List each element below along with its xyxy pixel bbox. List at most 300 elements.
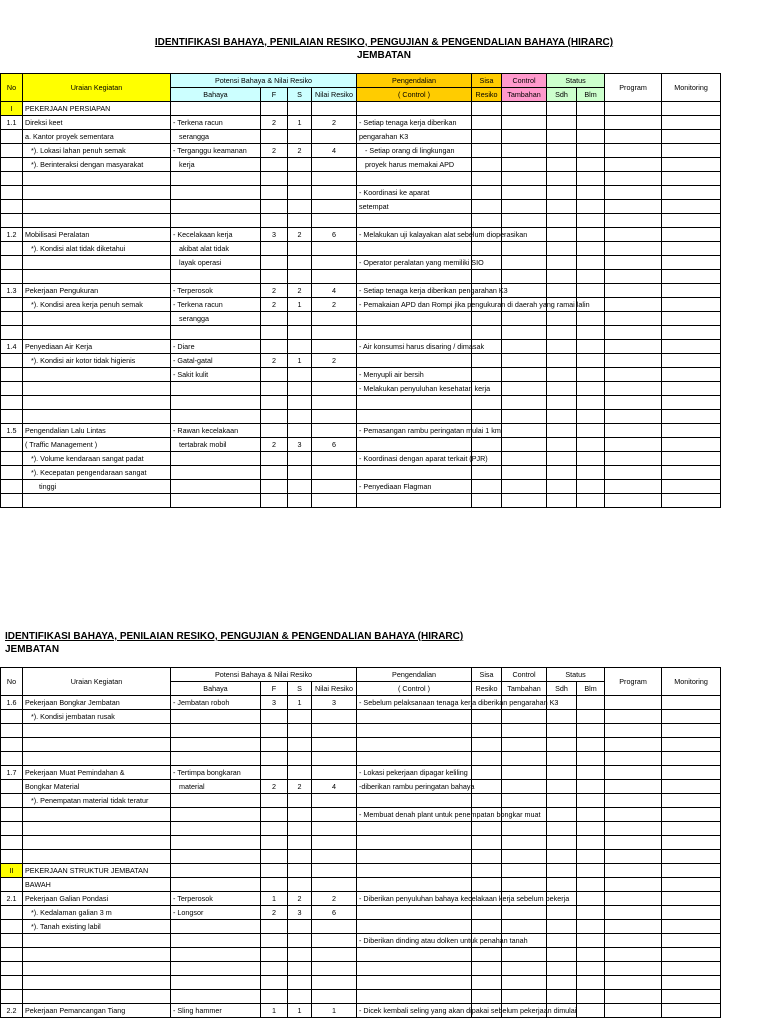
cell-status-blm [577, 976, 605, 990]
cell-nilai-resiko [312, 158, 357, 172]
cell-monitoring [662, 452, 721, 466]
cell-program [605, 298, 662, 312]
table-row [1, 738, 721, 752]
cell-status-sdh [547, 102, 577, 116]
cell-status-sdh [547, 878, 577, 892]
cell-status-sdh [547, 738, 577, 752]
cell-program [605, 172, 662, 186]
header-potensi: Potensi Bahaya & Nilai Resiko [171, 74, 357, 88]
cell-monitoring [662, 878, 721, 892]
header-tambahan: Tambahan [502, 682, 547, 696]
cell-program [605, 948, 662, 962]
cell-f [261, 340, 288, 354]
cell-pengendalian [357, 976, 472, 990]
cell-bahaya [171, 410, 261, 424]
cell-monitoring [662, 962, 721, 976]
cell-bahaya: - Diare [171, 340, 261, 354]
cell-control-tambahan [502, 368, 547, 382]
cell-s [288, 710, 312, 724]
table-row [1, 172, 721, 186]
cell-control-tambahan [502, 452, 547, 466]
cell-status-sdh [547, 326, 577, 340]
cell-pengendalian [357, 102, 472, 116]
cell-bahaya [171, 452, 261, 466]
cell-status-sdh [547, 710, 577, 724]
cell-program [605, 382, 662, 396]
cell-uraian [23, 752, 171, 766]
cell-nilai-resiko [312, 256, 357, 270]
cell-uraian: Pekerjaan Muat Pemindahan & [23, 766, 171, 780]
cell-program [605, 1004, 662, 1018]
table-row [1, 920, 721, 934]
cell-status-sdh [547, 200, 577, 214]
cell-s: 1 [288, 116, 312, 130]
cell-bahaya [171, 396, 261, 410]
cell-status-sdh [547, 144, 577, 158]
cell-control-tambahan [502, 948, 547, 962]
cell-status-blm [577, 368, 605, 382]
cell-no: 1.4 [1, 340, 23, 354]
cell-f [261, 130, 288, 144]
cell-uraian [23, 382, 171, 396]
cell-f: 2 [261, 906, 288, 920]
header-s: S [288, 682, 312, 696]
cell-sisa-resiko [472, 480, 502, 494]
cell-monitoring [662, 836, 721, 850]
cell-status-sdh [547, 340, 577, 354]
cell-no [1, 752, 23, 766]
cell-status-sdh [547, 130, 577, 144]
cell-pengendalian: - Setiap tenaga kerja diberikan [357, 116, 472, 130]
cell-sisa-resiko [472, 710, 502, 724]
cell-pengendalian [357, 710, 472, 724]
cell-no [1, 452, 23, 466]
cell-monitoring [662, 354, 721, 368]
cell-sisa-resiko [472, 752, 502, 766]
cell-control-tambahan [502, 396, 547, 410]
cell-uraian [23, 172, 171, 186]
cell-sisa-resiko [472, 906, 502, 920]
cell-f [261, 214, 288, 228]
cell-uraian [23, 976, 171, 990]
cell-bahaya [171, 480, 261, 494]
table-row [1, 214, 721, 228]
cell-bahaya [171, 326, 261, 340]
cell-nilai-resiko: 6 [312, 228, 357, 242]
cell-bahaya [171, 710, 261, 724]
cell-no [1, 382, 23, 396]
cell-program [605, 242, 662, 256]
cell-pengendalian [357, 326, 472, 340]
cell-status-blm [577, 480, 605, 494]
cell-bahaya [171, 738, 261, 752]
cell-nilai-resiko [312, 312, 357, 326]
cell-sisa-resiko [472, 116, 502, 130]
cell-control-tambahan [502, 480, 547, 494]
cell-pengendalian [357, 850, 472, 864]
cell-f [261, 494, 288, 508]
cell-status-blm [577, 158, 605, 172]
cell-program [605, 326, 662, 340]
cell-program [605, 452, 662, 466]
cell-bahaya [171, 976, 261, 990]
cell-uraian: *). Kondisi jembatan rusak [23, 710, 171, 724]
cell-monitoring [662, 1004, 721, 1018]
cell-nilai-resiko [312, 270, 357, 284]
cell-monitoring [662, 990, 721, 1004]
cell-monitoring [662, 382, 721, 396]
cell-f [261, 752, 288, 766]
cell-status-sdh [547, 724, 577, 738]
cell-uraian: Pekerjaan Pengukuran [23, 284, 171, 298]
cell-pengendalian [357, 920, 472, 934]
header-blm: Blm [577, 682, 605, 696]
cell-uraian [23, 326, 171, 340]
cell-bahaya [171, 962, 261, 976]
cell-pengendalian [357, 906, 472, 920]
cell-status-blm [577, 1004, 605, 1018]
cell-uraian [23, 934, 171, 948]
cell-pengendalian: - Sebelum pelaksanaan tenaga kerja diberikan pengarahan K3 [357, 696, 472, 710]
cell-program [605, 214, 662, 228]
cell-status-blm [577, 116, 605, 130]
cell-s [288, 724, 312, 738]
table-row [1, 438, 721, 452]
cell-program [605, 962, 662, 976]
cell-bahaya [171, 466, 261, 480]
cell-program [605, 696, 662, 710]
cell-status-blm [577, 172, 605, 186]
cell-status-blm [577, 850, 605, 864]
cell-control-tambahan [502, 766, 547, 780]
cell-nilai-resiko [312, 710, 357, 724]
cell-pengendalian: - Pemakaian APD dan Rompi jika pengukuran di daerah yang ramai lalin [357, 298, 472, 312]
cell-no [1, 808, 23, 822]
cell-f [261, 724, 288, 738]
cell-no [1, 976, 23, 990]
cell-sisa-resiko [472, 144, 502, 158]
header-tambahan: Tambahan [502, 88, 547, 102]
cell-uraian [23, 410, 171, 424]
cell-status-sdh [547, 794, 577, 808]
cell-uraian: PEKERJAAN PERSIAPAN [23, 102, 171, 116]
cell-f: 2 [261, 438, 288, 452]
cell-uraian: Pekerjaan Pemancangan Tiang [23, 1004, 171, 1018]
cell-program [605, 438, 662, 452]
cell-no [1, 312, 23, 326]
cell-s [288, 382, 312, 396]
header-bahaya: Bahaya [171, 88, 261, 102]
cell-bahaya: material [171, 780, 261, 794]
cell-sisa-resiko [472, 836, 502, 850]
cell-status-blm [577, 354, 605, 368]
cell-pengendalian: - Penyediaan Flagman [357, 480, 472, 494]
cell-status-blm [577, 466, 605, 480]
cell-monitoring [662, 158, 721, 172]
cell-f [261, 172, 288, 186]
table-row [1, 466, 721, 480]
cell-no [1, 822, 23, 836]
cell-f: 3 [261, 696, 288, 710]
cell-status-blm [577, 808, 605, 822]
cell-status-sdh [547, 228, 577, 242]
cell-pengendalian [357, 494, 472, 508]
header-nilai: Nilai Resiko [312, 88, 357, 102]
cell-status-blm [577, 934, 605, 948]
cell-program [605, 354, 662, 368]
cell-monitoring [662, 808, 721, 822]
table-row [1, 724, 721, 738]
cell-no [1, 934, 23, 948]
table-row [1, 228, 721, 242]
cell-pengendalian [357, 172, 472, 186]
table-row [1, 480, 721, 494]
cell-status-blm [577, 438, 605, 452]
cell-s [288, 340, 312, 354]
cell-control-tambahan [502, 102, 547, 116]
cell-bahaya: - Gatal-gatal [171, 354, 261, 368]
cell-pengendalian: - Menyupli air bersih [357, 368, 472, 382]
cell-no [1, 354, 23, 368]
cell-uraian: *). Volume kendaraan sangat padat [23, 452, 171, 466]
header-potensi: Potensi Bahaya & Nilai Resiko [171, 668, 357, 682]
cell-nilai-resiko: 6 [312, 906, 357, 920]
cell-nilai-resiko [312, 934, 357, 948]
cell-bahaya [171, 724, 261, 738]
cell-pengendalian [357, 822, 472, 836]
cell-nilai-resiko [312, 326, 357, 340]
cell-program [605, 480, 662, 494]
cell-status-blm [577, 256, 605, 270]
cell-sisa-resiko [472, 724, 502, 738]
cell-status-sdh [547, 186, 577, 200]
cell-pengendalian [357, 878, 472, 892]
cell-uraian [23, 494, 171, 508]
cell-sisa-resiko [472, 312, 502, 326]
cell-s [288, 396, 312, 410]
cell-monitoring [662, 424, 721, 438]
cell-s: 1 [288, 298, 312, 312]
cell-control-tambahan [502, 724, 547, 738]
cell-f [261, 990, 288, 1004]
cell-program [605, 200, 662, 214]
cell-status-blm [577, 130, 605, 144]
page-subtitle-1: JEMBATAN [356, 50, 412, 61]
cell-status-sdh [547, 752, 577, 766]
cell-monitoring [662, 906, 721, 920]
cell-nilai-resiko [312, 382, 357, 396]
cell-control-tambahan [502, 976, 547, 990]
table-row [1, 130, 721, 144]
cell-status-sdh [547, 452, 577, 466]
cell-nilai-resiko: 2 [312, 116, 357, 130]
cell-no [1, 780, 23, 794]
cell-status-blm [577, 494, 605, 508]
cell-nilai-resiko [312, 396, 357, 410]
cell-control-tambahan [502, 242, 547, 256]
cell-uraian [23, 256, 171, 270]
header-s: S [288, 88, 312, 102]
cell-monitoring [662, 494, 721, 508]
cell-monitoring [662, 130, 721, 144]
cell-status-sdh [547, 214, 577, 228]
cell-status-sdh [547, 948, 577, 962]
cell-sisa-resiko [472, 766, 502, 780]
cell-status-blm [577, 410, 605, 424]
cell-program [605, 794, 662, 808]
cell-nilai-resiko [312, 822, 357, 836]
cell-s: 3 [288, 438, 312, 452]
cell-uraian: PEKERJAAN STRUKTUR JEMBATAN [23, 864, 171, 878]
cell-pengendalian: - Diberikan dinding atau dolken untuk penahan tanah [357, 934, 472, 948]
cell-bahaya [171, 990, 261, 1004]
table-row [1, 948, 721, 962]
cell-f [261, 256, 288, 270]
cell-uraian: *). Lokasi lahan penuh semak [23, 144, 171, 158]
cell-sisa-resiko [472, 326, 502, 340]
cell-sisa-resiko [472, 270, 502, 284]
cell-status-blm [577, 326, 605, 340]
cell-s [288, 466, 312, 480]
cell-monitoring [662, 850, 721, 864]
cell-f [261, 766, 288, 780]
table-row [1, 780, 721, 794]
cell-s: 2 [288, 780, 312, 794]
cell-uraian [23, 312, 171, 326]
cell-bahaya [171, 382, 261, 396]
cell-program [605, 410, 662, 424]
cell-no [1, 466, 23, 480]
cell-uraian: ( Traffic Management ) [23, 438, 171, 452]
cell-pengendalian [357, 836, 472, 850]
table-row [1, 976, 721, 990]
header-resiko: Resiko [472, 682, 502, 696]
cell-s [288, 200, 312, 214]
cell-pengendalian: - Dicek kembali seling yang akan dipakai sebelum pekerjaan dimulai [357, 1004, 472, 1018]
table-row [1, 710, 721, 724]
header-no: No [1, 668, 23, 696]
cell-bahaya [171, 172, 261, 186]
cell-nilai-resiko [312, 368, 357, 382]
cell-sisa-resiko [472, 948, 502, 962]
cell-no [1, 480, 23, 494]
cell-no [1, 242, 23, 256]
page-subtitle-2: JEMBATAN [5, 644, 60, 655]
table-row [1, 298, 721, 312]
cell-no [1, 144, 23, 158]
cell-monitoring [662, 480, 721, 494]
cell-no: 1.3 [1, 284, 23, 298]
cell-bahaya: - Terganggu keamanan [171, 144, 261, 158]
cell-f [261, 962, 288, 976]
cell-nilai-resiko [312, 738, 357, 752]
cell-monitoring [662, 256, 721, 270]
cell-control-tambahan [502, 200, 547, 214]
header-control: ( Control ) [357, 682, 472, 696]
header-pengendalian: Pengendalian [357, 74, 472, 88]
cell-f [261, 410, 288, 424]
cell-uraian [23, 724, 171, 738]
cell-control-tambahan [502, 382, 547, 396]
cell-s [288, 990, 312, 1004]
cell-f [261, 836, 288, 850]
cell-control-tambahan [502, 836, 547, 850]
cell-no: 1.1 [1, 116, 23, 130]
cell-status-sdh [547, 242, 577, 256]
cell-program [605, 710, 662, 724]
table-row [1, 1004, 721, 1018]
cell-no [1, 438, 23, 452]
cell-f [261, 948, 288, 962]
cell-control-tambahan [502, 158, 547, 172]
cell-sisa-resiko [472, 186, 502, 200]
cell-nilai-resiko [312, 102, 357, 116]
cell-sisa-resiko [472, 200, 502, 214]
cell-status-blm [577, 780, 605, 794]
cell-bahaya: - Terperosok [171, 892, 261, 906]
cell-pengendalian: - Operator peralatan yang memiliki SIO [357, 256, 472, 270]
cell-status-blm [577, 766, 605, 780]
cell-status-blm [577, 710, 605, 724]
cell-status-sdh [547, 990, 577, 1004]
cell-control-tambahan [502, 214, 547, 228]
cell-program [605, 878, 662, 892]
cell-s [288, 480, 312, 494]
cell-monitoring [662, 438, 721, 452]
cell-control-tambahan [502, 850, 547, 864]
cell-program [605, 284, 662, 298]
cell-pengendalian [357, 794, 472, 808]
cell-status-sdh [547, 494, 577, 508]
cell-status-blm [577, 822, 605, 836]
cell-pengendalian [357, 242, 472, 256]
cell-sisa-resiko [472, 962, 502, 976]
cell-monitoring [662, 200, 721, 214]
cell-bahaya: - Sakit kulit [171, 368, 261, 382]
cell-sisa-resiko [472, 438, 502, 452]
table-row [1, 752, 721, 766]
cell-control-tambahan [502, 116, 547, 130]
cell-f: 2 [261, 284, 288, 298]
cell-uraian: Pekerjaan Galian Pondasi [23, 892, 171, 906]
cell-status-sdh [547, 438, 577, 452]
cell-uraian [23, 200, 171, 214]
cell-sisa-resiko [472, 822, 502, 836]
cell-status-blm [577, 200, 605, 214]
cell-monitoring [662, 696, 721, 710]
cell-monitoring [662, 102, 721, 116]
cell-control-tambahan [502, 494, 547, 508]
cell-pengendalian: setempat [357, 200, 472, 214]
table-row [1, 808, 721, 822]
cell-f: 2 [261, 116, 288, 130]
cell-sisa-resiko [472, 780, 502, 794]
cell-status-sdh [547, 822, 577, 836]
cell-monitoring [662, 284, 721, 298]
cell-no [1, 186, 23, 200]
cell-program [605, 228, 662, 242]
cell-monitoring [662, 920, 721, 934]
table-row [1, 242, 721, 256]
cell-monitoring [662, 710, 721, 724]
cell-bahaya: - Rawan kecelakaan [171, 424, 261, 438]
cell-status-blm [577, 284, 605, 298]
cell-pengendalian [357, 270, 472, 284]
cell-control-tambahan [502, 920, 547, 934]
cell-nilai-resiko [312, 766, 357, 780]
cell-status-sdh [547, 976, 577, 990]
cell-program [605, 270, 662, 284]
